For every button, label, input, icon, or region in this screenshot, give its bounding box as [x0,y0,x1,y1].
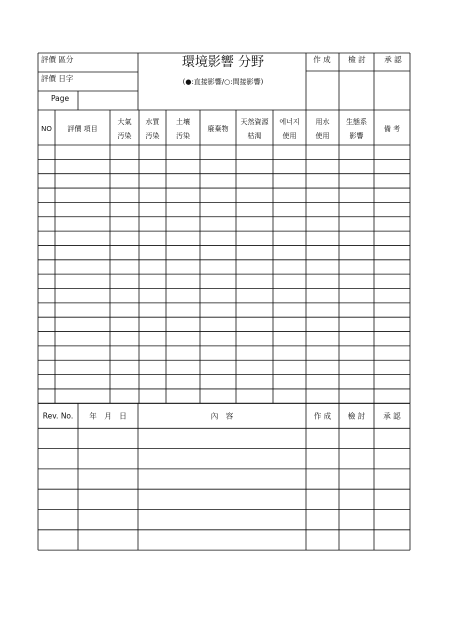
table-cell[interactable] [39,318,55,331]
table-cell[interactable] [39,332,55,345]
table-cell[interactable] [140,217,166,230]
revision-header-3: 作 成 [313,411,332,421]
revision-cell[interactable] [39,449,78,468]
table-cell[interactable] [307,375,339,388]
column-header-4-line1: 土壤 [176,118,190,126]
table-cell[interactable] [167,375,200,388]
table-cell[interactable] [307,389,339,402]
table-cell[interactable] [167,275,200,288]
table-cell[interactable] [111,189,139,202]
revision-header-0: Rev. No. [42,411,74,421]
table-cell[interactable] [375,246,410,259]
table-cell[interactable] [39,189,55,202]
table-cell[interactable] [307,275,339,288]
table-cell[interactable] [274,289,306,302]
column-header-3-line1: 水質 [145,118,160,126]
revision-cell[interactable] [39,429,78,448]
table-cell[interactable] [375,232,410,245]
table-cell[interactable] [140,203,166,216]
table-cell[interactable] [237,275,273,288]
table-cell[interactable] [340,303,374,316]
revision-header-1: 年 月 日 [89,411,127,421]
table-cell[interactable] [140,361,166,374]
table-cell[interactable] [140,289,166,302]
column-header-0: NO [41,125,52,133]
table-cell[interactable] [274,146,306,159]
table-cell[interactable] [167,203,200,216]
column-header-8-line1: 用水 [315,118,330,126]
table-cell[interactable] [140,303,166,316]
table-cell[interactable] [111,260,139,273]
table-cell[interactable] [140,318,166,331]
header-block [41,54,402,103]
table-cell[interactable] [111,375,139,388]
table-cell[interactable] [140,389,166,402]
table-cell[interactable] [274,174,306,187]
table-cell[interactable] [237,389,273,402]
table-cell[interactable] [274,346,306,359]
revision-cell[interactable] [139,429,306,448]
revision-header-4: 檢 討 [347,411,366,421]
table-cell[interactable] [340,246,374,259]
column-header-4-line2: 汚染 [176,132,190,140]
revision-cell[interactable] [307,449,339,468]
table-cell[interactable] [167,361,200,374]
column-headers [41,117,400,140]
table-cell[interactable] [111,289,139,302]
table-cell[interactable] [140,146,166,159]
table-cell[interactable] [56,375,110,388]
revision-cell[interactable] [139,490,306,509]
revision-header-5: 承 認 [383,411,401,421]
table-cell[interactable] [39,375,55,388]
table-cell[interactable] [111,346,139,359]
eval-category-label: 評價 區分 [41,55,74,64]
table-cell[interactable] [375,203,410,216]
revision-cell[interactable] [79,490,138,509]
table-cell[interactable] [201,189,236,202]
table-cell[interactable] [307,174,339,187]
table-cell[interactable] [111,332,139,345]
table-cell[interactable] [340,275,374,288]
table-cell[interactable] [111,246,139,259]
table-cell[interactable] [167,346,200,359]
table-cell[interactable] [111,217,139,230]
table-cell[interactable] [56,232,110,245]
table-cell[interactable] [167,318,200,331]
table-cell[interactable] [375,260,410,273]
table-cell[interactable] [274,361,306,374]
table-cell[interactable] [340,375,374,388]
table-cell[interactable] [340,189,374,202]
table-cell[interactable] [56,318,110,331]
table-cell[interactable] [375,146,410,159]
table-cell[interactable] [201,217,236,230]
column-header-8-line2: 使用 [315,132,330,140]
table-cell[interactable] [140,260,166,273]
table-cell[interactable] [274,318,306,331]
table-cell[interactable] [375,174,410,187]
table-cell[interactable] [201,346,236,359]
column-header-5: 廢棄物 [207,125,229,133]
table-cell[interactable] [307,303,339,316]
table-cell[interactable] [201,203,236,216]
revision-cell[interactable] [375,429,410,448]
table-cell[interactable] [167,332,200,345]
table-cell[interactable] [167,389,200,402]
table-cell[interactable] [39,174,55,187]
revision-headers [43,410,401,420]
table-cell[interactable] [237,361,273,374]
revision-cell[interactable] [375,469,410,488]
table-cell[interactable] [39,217,55,230]
table-cell[interactable] [167,303,200,316]
table-cell[interactable] [307,260,339,273]
table-cell[interactable] [201,160,236,173]
approval-review-label: 檢 討 [348,55,366,64]
table-cell[interactable] [274,203,306,216]
table-cell[interactable] [375,275,410,288]
table-cell[interactable] [237,346,273,359]
table-cell[interactable] [375,375,410,388]
table-cell[interactable] [340,260,374,273]
table-cell[interactable] [140,232,166,245]
table-cell[interactable] [111,160,139,173]
table-cell[interactable] [274,160,306,173]
revision-cell[interactable] [340,449,374,468]
table-cell[interactable] [56,189,110,202]
revision-cell[interactable] [307,530,339,549]
table-cell[interactable] [39,389,55,402]
table-cell[interactable] [274,303,306,316]
table-cell[interactable] [237,189,273,202]
revision-cell[interactable] [340,530,374,549]
table-cell[interactable] [307,246,339,259]
table-cell[interactable] [375,346,410,359]
approval-approve-label: 承 認 [384,55,402,64]
table-cell[interactable] [237,160,273,173]
table-cell[interactable] [201,389,236,402]
table-cell[interactable] [340,203,374,216]
table-cell[interactable] [307,289,339,302]
table-cell[interactable] [237,318,273,331]
table-cell[interactable] [56,275,110,288]
table-cell[interactable] [274,217,306,230]
table-cell[interactable] [237,375,273,388]
column-header-7-line2: 使用 [282,132,297,140]
revision-cell[interactable] [39,469,78,488]
table-cell[interactable] [167,189,200,202]
table-cell[interactable] [340,232,374,245]
table-cell[interactable] [39,289,55,302]
revision-cell[interactable] [79,469,138,488]
table-cell[interactable] [201,289,236,302]
table-cell[interactable] [111,174,139,187]
table-cell[interactable] [39,246,55,259]
table-cell[interactable] [56,303,110,316]
revision-cell[interactable] [340,469,374,488]
table-cell[interactable] [307,160,339,173]
revision-header-2: 內 容 [210,411,234,421]
table-cell[interactable] [56,146,110,159]
column-header-9-line1: 生態系 [346,118,367,126]
table-cell[interactable] [167,232,200,245]
column-header-6-line1: 天然資源 [240,118,269,126]
revision-cell[interactable] [375,449,410,468]
table-cell[interactable] [274,189,306,202]
table-cell[interactable] [140,275,166,288]
table-cell[interactable] [56,361,110,374]
revision-cell[interactable] [139,510,306,529]
column-header-9-line2: 影響 [349,132,364,140]
table-cell[interactable] [237,174,273,187]
table-cell[interactable] [201,246,236,259]
table-cell[interactable] [56,346,110,359]
revision-cell[interactable] [307,510,339,529]
table-cell[interactable] [201,303,236,316]
revision-cell[interactable] [307,490,339,509]
table-cell[interactable] [201,174,236,187]
table-cell[interactable] [111,146,139,159]
table-cell[interactable] [111,389,139,402]
table-cell[interactable] [237,260,273,273]
table-cell[interactable] [39,232,55,245]
table-cell[interactable] [307,146,339,159]
table-cell[interactable] [340,389,374,402]
table-cell[interactable] [201,361,236,374]
revision-cell[interactable] [307,469,339,488]
form-title: 環境影響 分野 [181,55,265,70]
table-cell[interactable] [274,275,306,288]
revision-cell[interactable] [340,490,374,509]
table-cell[interactable] [56,332,110,345]
table-cell[interactable] [307,203,339,216]
table-cell[interactable] [39,361,55,374]
table-cell[interactable] [237,203,273,216]
table-cell[interactable] [340,346,374,359]
table-cell[interactable] [56,246,110,259]
table-cell[interactable] [237,146,273,159]
table-cell[interactable] [375,289,410,302]
revision-cell[interactable] [340,429,374,448]
column-header-1: 評價 項目 [67,125,98,133]
revision-cell[interactable] [39,510,78,529]
table-cell[interactable] [167,260,200,273]
table-cell[interactable] [340,332,374,345]
table-cell[interactable] [201,260,236,273]
column-header-10: 備 考 [383,125,401,133]
table-cell[interactable] [39,146,55,159]
table-cell[interactable] [375,189,410,202]
table-cell[interactable] [111,318,139,331]
revision-cell[interactable] [139,469,306,488]
table-cell[interactable] [375,318,410,331]
table-cell[interactable] [375,303,410,316]
revision-cell[interactable] [375,490,410,509]
page-label: Page [51,94,70,103]
revision-cell[interactable] [340,510,374,529]
revision-cell[interactable] [79,510,138,529]
revision-cell[interactable] [139,530,306,549]
column-header-2-line2: 汚染 [117,132,132,140]
table-cell[interactable] [111,275,139,288]
table-cell[interactable] [140,346,166,359]
table-cell[interactable] [167,160,200,173]
table-cell[interactable] [307,217,339,230]
table-cell[interactable] [274,232,306,245]
table-cell[interactable] [375,389,410,402]
approval-author-label: 作 成 [313,55,331,64]
table-cell[interactable] [167,217,200,230]
table-cell[interactable] [140,174,166,187]
table-cell[interactable] [111,303,139,316]
form-subtitle: (●:直接影響/○:間接影響) [182,78,264,86]
table-cell[interactable] [56,289,110,302]
table-cell[interactable] [140,246,166,259]
table-cell[interactable] [111,232,139,245]
table-cell[interactable] [237,289,273,302]
table-cell[interactable] [140,375,166,388]
table-cell[interactable] [167,146,200,159]
table-cell[interactable] [167,289,200,302]
table-cell[interactable] [56,174,110,187]
table-cell[interactable] [39,275,55,288]
table-cell[interactable] [237,246,273,259]
table-cell[interactable] [307,318,339,331]
table-cell[interactable] [274,389,306,402]
table-cell[interactable] [274,246,306,259]
table-cell[interactable] [140,332,166,345]
table-cell[interactable] [237,303,273,316]
table-cell[interactable] [56,217,110,230]
table-cell[interactable] [375,361,410,374]
table-cell[interactable] [39,203,55,216]
table-cell[interactable] [39,260,55,273]
table-cell[interactable] [201,146,236,159]
table-cell[interactable] [167,246,200,259]
revision-cell[interactable] [307,429,339,448]
column-header-2-line1: 大氣 [117,118,132,126]
table-cell[interactable] [237,217,273,230]
table-cell[interactable] [307,232,339,245]
table-cell[interactable] [56,203,110,216]
table-cell[interactable] [340,146,374,159]
revision-cell[interactable] [139,449,306,468]
table-cell[interactable] [39,346,55,359]
table-cell[interactable] [237,332,273,345]
table-cell[interactable] [375,217,410,230]
table-cell[interactable] [274,332,306,345]
table-cell[interactable] [39,160,55,173]
revision-cell[interactable] [79,530,138,549]
table-cell[interactable] [56,160,110,173]
table-cell[interactable] [111,203,139,216]
revision-cell[interactable] [39,530,78,549]
column-header-3-line2: 汚染 [145,132,160,140]
table-cell[interactable] [340,361,374,374]
table-cell[interactable] [307,332,339,345]
table-cell[interactable] [307,189,339,202]
table-cell[interactable] [167,174,200,187]
revision-cell[interactable] [79,449,138,468]
table-cell[interactable] [340,160,374,173]
table-cell[interactable] [56,389,110,402]
table-cell[interactable] [307,346,339,359]
table-cell[interactable] [340,289,374,302]
table-cell[interactable] [375,332,410,345]
table-cell[interactable] [201,318,236,331]
table-cell[interactable] [274,375,306,388]
table-cell[interactable] [340,217,374,230]
table-cell[interactable] [375,160,410,173]
table-cell[interactable] [201,275,236,288]
revision-cell[interactable] [79,429,138,448]
table-cell[interactable] [307,361,339,374]
column-header-7-line1: 에너지 [279,118,300,126]
column-header-6-line2: 枯渴 [247,132,262,140]
revision-cell[interactable] [375,510,410,529]
table-cell[interactable] [340,174,374,187]
table-cell[interactable] [201,375,236,388]
revision-cell[interactable] [39,490,78,509]
table-cell[interactable] [39,303,55,316]
eval-date-label: 評價 日字 [41,74,74,83]
table-cell[interactable] [56,260,110,273]
revision-cell[interactable] [375,530,410,549]
table-cell[interactable] [111,361,139,374]
table-cell[interactable] [340,318,374,331]
table-cell[interactable] [274,260,306,273]
table-cell[interactable] [140,189,166,202]
table-cell[interactable] [237,232,273,245]
table-cell[interactable] [201,332,236,345]
table-cell[interactable] [140,160,166,173]
table-cell[interactable] [201,232,236,245]
